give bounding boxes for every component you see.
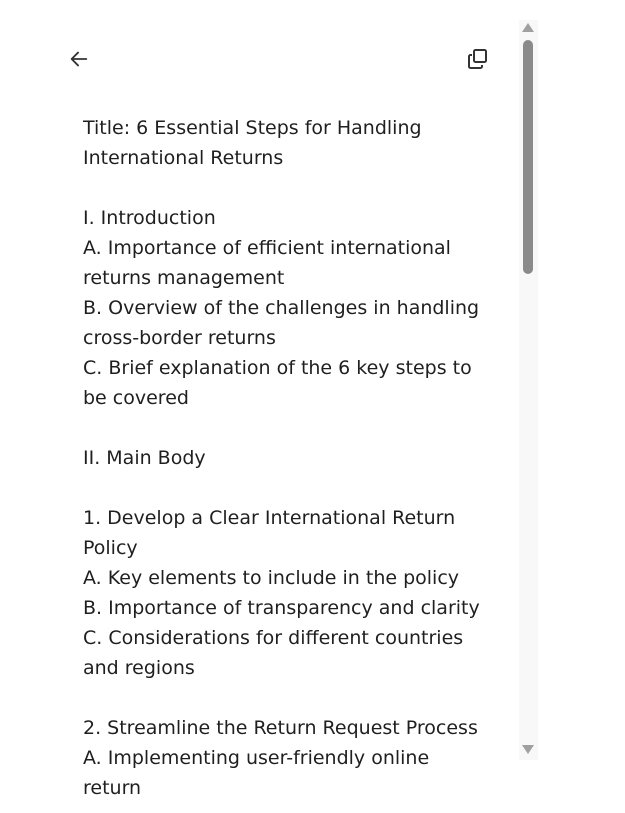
step1-heading: 1. Develop a Clear International Return Policy	[83, 507, 456, 559]
step1-item: A. Key elements to include in the policy	[83, 567, 460, 589]
intro-heading: I. Introduction	[83, 207, 216, 229]
step2-heading: 2. Streamline the Return Request Process	[83, 717, 478, 739]
intro-item: B. Overview of the challenges in handling cross-border returns	[83, 297, 480, 349]
main-body-heading: II. Main Body	[83, 447, 206, 469]
step2-item: A. Implementing user-friendly online return	[83, 747, 430, 799]
document-title: Title: 6 Essential Steps for Handling International Returns	[83, 117, 422, 169]
intro-item: C. Brief explanation of the 6 key steps to be covered	[83, 357, 472, 409]
arrow-left-icon	[68, 48, 90, 70]
back-button[interactable]	[62, 42, 96, 76]
step1-item: B. Importance of transparency and clarity	[83, 597, 480, 619]
copy-icon	[466, 47, 490, 71]
scroll-down-arrow-icon[interactable]	[522, 745, 534, 754]
vertical-scrollbar[interactable]	[519, 20, 538, 760]
intro-item: A. Importance of efficient international returns management	[83, 237, 451, 289]
copy-button[interactable]	[461, 42, 495, 76]
scroll-up-arrow-icon[interactable]	[522, 23, 534, 32]
document-content	[83, 113, 483, 803]
step1-item: C. Considerations for different countries and regions	[83, 627, 464, 679]
scrollbar-thumb[interactable]	[523, 40, 533, 274]
